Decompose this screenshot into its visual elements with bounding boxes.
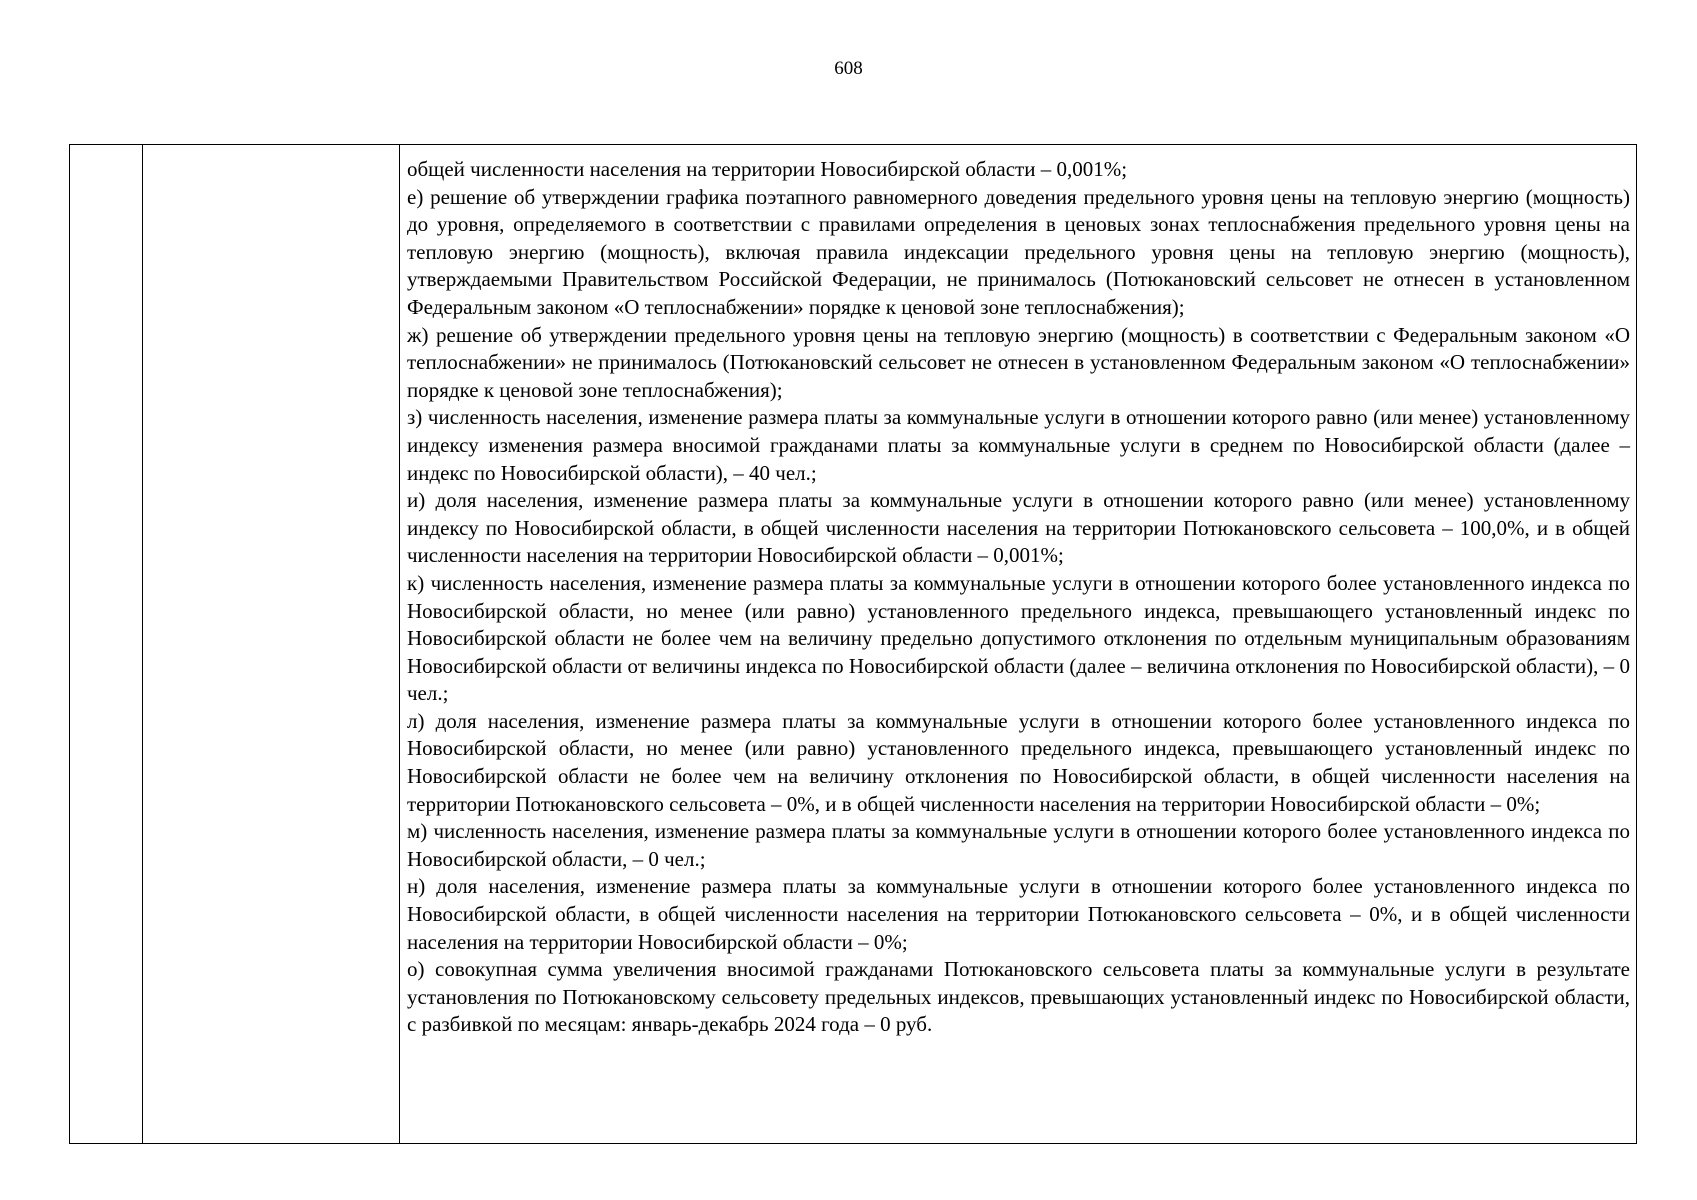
paragraph: и) доля населения, изменение размера платы за коммунальные услуги в отношении которого равно (или менее) установленному индексу по Новосибирской области, в общей численности населения на территории Потюкановского сельсовета – 100,0%, и в общей численности населения на территории Новосибирской области – 0,001%; bbox=[407, 488, 1630, 568]
table-cell-content bbox=[400, 145, 1637, 1144]
paragraph: о) совокупная сумма увеличения вносимой гражданами Потюкановского сельсовета платы за коммунальные услуги в результате установления по Потюкановскому сельсовету предельных индексов, превышающих установленный индекс по Новосибирской области, с разбивкой по месяцам: январь-декабрь 2024 года – 0 руб. bbox=[407, 957, 1630, 1037]
paragraph: ж) решение об утверждении предельного уровня цены на тепловую энергию (мощность) в соответствии с Федеральным законом «О теплоснабжении» не принималось (Потюкановский сельсовет не отнесен в установленном Федеральным законом «О теплоснабжении» порядке к ценовой зоне теплоснабжения); bbox=[407, 322, 1630, 402]
paragraph: м) численность населения, изменение размера платы за коммунальные услуги в отношении которого более установленного индекса по Новосибирской области, – 0 чел.; bbox=[407, 819, 1630, 871]
table-cell-title bbox=[143, 145, 400, 1144]
paragraph: е) решение об утверждении графика поэтапного равномерного доведения предельного уровня цены на тепловую энергию (мощность) до уровня, определяемого в соответствии с правилами определения в ценовых зонах теплоснабжения предельного уровня цены на тепловую энергию (мощность), включая правила индексации предельного уровня цены на тепловую энергию (мощность), утверждаемыми Правительством Российской Федерации, не принималось (Потюкановский сельсовет не отнесен в установленном Федеральным законом «О теплоснабжении» порядке к ценовой зоне теплоснабжения); bbox=[407, 184, 1630, 319]
paragraph: к) численность населения, изменение размера платы за коммунальные услуги в отношении которого более установленного индекса по Новосибирской области, но менее (или равно) установленного предельного индекса, превышающего установленный индекс по Новосибирской области не более чем на величину предельно допустимого отклонения по отдельным муниципальным образованиям Новосибирской области от величины индекса по Новосибирской области (далее – величина отклонения по Новосибирской области), – 0 чел.; bbox=[407, 570, 1630, 706]
document-table bbox=[69, 144, 1637, 1144]
paragraph: общей численности населения на территории Новосибирской области – 0,001%; bbox=[407, 157, 1128, 181]
paragraph: н) доля населения, изменение размера платы за коммунальные услуги в отношении которого более установленного индекса по Новосибирской области, в общей численности населения на территории Потюкановского сельсовета – 0%, и в общей численности населения на территории Новосибирской области – 0%; bbox=[407, 874, 1630, 954]
page-number: 608 bbox=[834, 58, 863, 79]
paragraph: л) доля населения, изменение размера платы за коммунальные услуги в отношении которого более установленного индекса по Новосибирской области, но менее (или равно) установленного предельного индекса, превышающего установленный индекс по Новосибирской области не более чем на величину отклонения по Новосибирской области, в общей численности населения на территории Потюкановского сельсовета – 0%, и в общей численности населения на территории Новосибирской области – 0%; bbox=[407, 708, 1630, 816]
table-row bbox=[70, 145, 1637, 1144]
paragraph: з) численность населения, изменение размера платы за коммунальные услуги в отношении которого равно (или менее) установленному индексу изменения размера вносимой гражданами платы за коммунальные услуги в среднем по Новосибирской области (далее – индекс по Новосибирской области), – 40 чел.; bbox=[407, 405, 1630, 485]
table-cell-number bbox=[70, 145, 143, 1144]
